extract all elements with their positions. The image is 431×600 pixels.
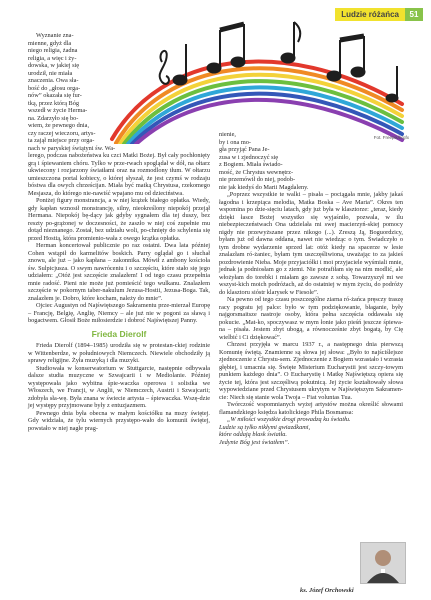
body-paragraph: Herman koncertował publicznie po raz ostatni. Dwa lata później Cohen wstąpił do karmelitów boskich. Parry oglądał go i słuchał znowu, ale już – jako kapłana – zakonnika. Mówił z ambony kościoła św. Sulpicjusza. O swym nawróceniu i o szczęściu, które stało się jego udziałem: „Otóż jest szczęście znalazłem! I od tego czasu przepełnia mnie radość. Pieni nie może już pomieścić tego wulkanu. Znalazłem szczęście w pokornym taber-nakulum Jezusa-Hostii, Jezusa-Boga. Tak, znalazłem je. Dobro, które kocham, należy do mnie”. bbox=[28, 242, 210, 302]
intro-line: nach w paryskiej świątyni św. Wa- bbox=[28, 144, 116, 152]
top-line: nienie, bbox=[219, 131, 236, 138]
intro-line: nów” okazała się fur- bbox=[28, 92, 82, 99]
quote-block bbox=[219, 416, 354, 446]
intro-line: mienne, gdyż dla bbox=[28, 39, 72, 47]
section-title: Ludzie różańca bbox=[335, 8, 405, 21]
intro-line: wszedł w życie Herma- bbox=[28, 107, 88, 114]
intro-line: znaczenia. Owa sła- bbox=[28, 77, 79, 84]
intro-line: niego religia, żadna bbox=[28, 47, 78, 54]
intro-line: wiem, że pewnego dnia, bbox=[28, 122, 90, 129]
body-paragraph: Poniżej figury monstrancja, a w niej krążek białego opłatka. Wiedy, gdy kapłan wznosił monstrancję, silny, nieokreślony niepokój przejął Hermana. Niepokój bę-dący jak gdyby sygnałem dla tej duszy, bez reszty po-grążonej w doczesności, że zaszło w niej coś zupełnie mu dotąd nieznanego. Został, bez udziału woli, po-chnięty do schylenia się przed Hostią, która promienio-wała z owego krążka opłatka. bbox=[28, 197, 210, 242]
intro-text bbox=[28, 32, 100, 115]
top-line: mość, że Chrystus wewnętrz- bbox=[219, 168, 294, 176]
intro-line: urodził, nie miała bbox=[28, 69, 73, 77]
quote-line: „W miłości wszystkie drogi prowadzą ku światłu. bbox=[227, 416, 351, 423]
top-line: by i ona mo- bbox=[219, 138, 252, 146]
intro-line: Wyznanie zna- bbox=[36, 32, 74, 39]
intro-text-wider bbox=[28, 115, 146, 153]
author-photo bbox=[360, 542, 406, 584]
body-paragraph: Chrzest przyjęła w marcu 1937 r., a następnego dnia pierwszą Komunię świętą. Znamienne są słowa jej słowa: „Było to najściślejsze zjednoczenie z Chrystu-sem. Zjednoczenie z Bogiem wzrastało i wzrasta głębiej, i umacnia się. Święte Misterium Eucharystii jest szczy-towym punktem każdego dnia”. O Eucharystię i Matkę Najświętszą opiera się życie tej, która jest szczęśliwą pokutnicą. Jej życie kształtowały słowa wypowiedziane przed Chrystusem ukrytym w Najświętszym Sakramen-cie: Niech się stanie wola Twoja – Fiat voluntas Tua. bbox=[219, 341, 403, 401]
body-paragraph: Twórczość wspomnianych wyżej artystów można określić słowami flamandzkiego księdza katolickiego Phila Bosmansa: bbox=[219, 401, 403, 416]
author-signature: ks. Józef Orchowski bbox=[300, 587, 354, 594]
body-paragraph: „Poprzez wszystkie te walki – pisała – pociągała mnie, jakby jakaś łagodna i krzepiąca melodia, Matka Boska – Ave Maria”. Okres ten wspomina po dzie-sięciu latach, gdy już była w klasztorze: „teraz, kiedy dzięki łasce Bożej wszystko się wyjaśniło, pozwala, w ilu niebezpieczeństwach Ona udzielała mi swej macierzyń-skiej pomocy nigdy nie przewyższane przez nikogo (...). Zreszą Ją, Boguordzicy, byłam już od dawna oddana, nawet nie wiedząc o tym. Świadczyło o tym drobne wydarzenie sprzed lat: otóż kiedy na spacerze w lesie znalazłam ró-żaniec, byłam tym uszczęśliwiona, uważając to za jakieś pozdrowienie Nieba. Moje przyjaciółki i moi przyjaciele wyśmiali mnie, jednak ja podniosłam go z ziemi. Nie potrafiłam się na nim modlić, ale włożyłam do torebki i miałam go zawsze z sobą. Towarzyszył mi we wszyst-kich moich podróżach, aż do ostatniej w mym życiu, do podróży do klasztoru sióstr klarysek w Fiesole”. bbox=[219, 191, 403, 296]
body-paragraph: Pewnego dnia była obecna w małym kościółku na mszy świętej. Gdy widziała, że tylu wiernych przystępo-wało do komunii świętej, powstało w niej nagłe prag- bbox=[28, 409, 210, 432]
left-column bbox=[28, 32, 210, 432]
intro-line: religia, a więc i ży- bbox=[28, 54, 77, 62]
intro-line: bość do „głosu orga- bbox=[28, 84, 81, 92]
top-line: nie przemówił do niej, podob- bbox=[219, 176, 296, 183]
intro-line: na. Zdarzyło się bo- bbox=[28, 114, 79, 122]
photo-credit: Fot. Freepik/brgfx bbox=[373, 135, 409, 140]
top-line: z Bogiem. Miała świado- bbox=[219, 161, 283, 168]
right-column bbox=[219, 131, 403, 446]
body-paragraph: Ojciec Augustyn od Najświętszego Sakramentu prze-mierzał Europę – Francję, Belgię, Anglię, Niemcy – ale już nie w pogoni za sławą i bogactwem. Głosił Boże miłosierdzie i dobroć Najświętszej Panny. bbox=[28, 302, 210, 324]
intro-line: ta zajął miejsce przy orga- bbox=[28, 137, 95, 144]
intro-line: czy raczej wieczoru, artys- bbox=[28, 129, 96, 137]
quote-line: które oddają blask światła. bbox=[219, 431, 287, 438]
section-heading: Frieda Dierolf bbox=[91, 328, 147, 339]
intro-line: dowska, w jakiej się bbox=[28, 62, 80, 69]
intro-line: tką, przez którą Bóg bbox=[28, 99, 80, 107]
author-portrait-icon bbox=[361, 543, 405, 583]
top-line: nie jak kiedyś do Marii Magdaleny. bbox=[219, 183, 309, 191]
page-number: 51 bbox=[405, 8, 423, 21]
top-line: gła przyjąć Pana Je- bbox=[219, 146, 270, 153]
body-paragraph: Studiowała w konserwatorium w Stuttgarcie, następnie odbywała dalsze studia muzyczne w Szwajcarii i w Mediolanie. Później występowała jako wybitna śpie-waczka operowa i solistka we Włoszech, we Francji, w Anglii, w Niemczech, Austrii i Szwajcarii; zdobyła sła-wę. Była znana w świecie artysta – śpiewaczka. Wszę-dzie jej występy przyjmowane były z entuzjazmem. bbox=[28, 364, 210, 409]
body-paragraph: Frieda Dierolf (1894–1985) urodziła się w protestan-ckiej rodzinie w Wittenberdze, w południowych Niemczech. Niewiele obchodziły ją sprawy religijne. Żyła muzyką i dla muzyki. bbox=[28, 342, 210, 364]
top-line: zusa w i zjednoczyć się bbox=[219, 153, 279, 161]
body-paragraph: Na pewno od tego czasu poszczególne ziarna ró-żańca pręsczy traszę racy pogratu jej palce: było w tym podziękowanie, błaganie, były najgorsmaitsze nastroje osoby, która pełna szczęścia oddawała się pokucie. „Mat-ko, spoczywasz w mym łonie jako pieśń jeszcze śpiewa-na – pisała. Jestem zbyt ubogą, a równocześnie zbyt bogatą, by Cię wielbić i Ci dziękować”. bbox=[219, 296, 403, 341]
quote-line: Jedynie Bóg jest światłem”. bbox=[219, 438, 290, 446]
body-paragraph: lerego, podczas nabożeństwa ku czci Matki Bożej. Był cały pochłonięty grą i śpiewaniem chóru. Tylko w prze-rwach spoglądał w dół, na ołtarz ukwiecony i rozjarzony światłami oraz na rozmodlony tłum. W ołtarzu umieszczona portal kobiecy, o której słyszał, że jest czymś w rodzaju bóstwa dla owych chrześcijan. Miała być matką Chrystusa, rzekomego Mesjasza, do którego nie-nawiść wpajano mu od dzieciństwa. bbox=[28, 152, 210, 197]
quote-line: Ludzie są tylko nikłymi gwiazdkami, bbox=[219, 423, 311, 431]
